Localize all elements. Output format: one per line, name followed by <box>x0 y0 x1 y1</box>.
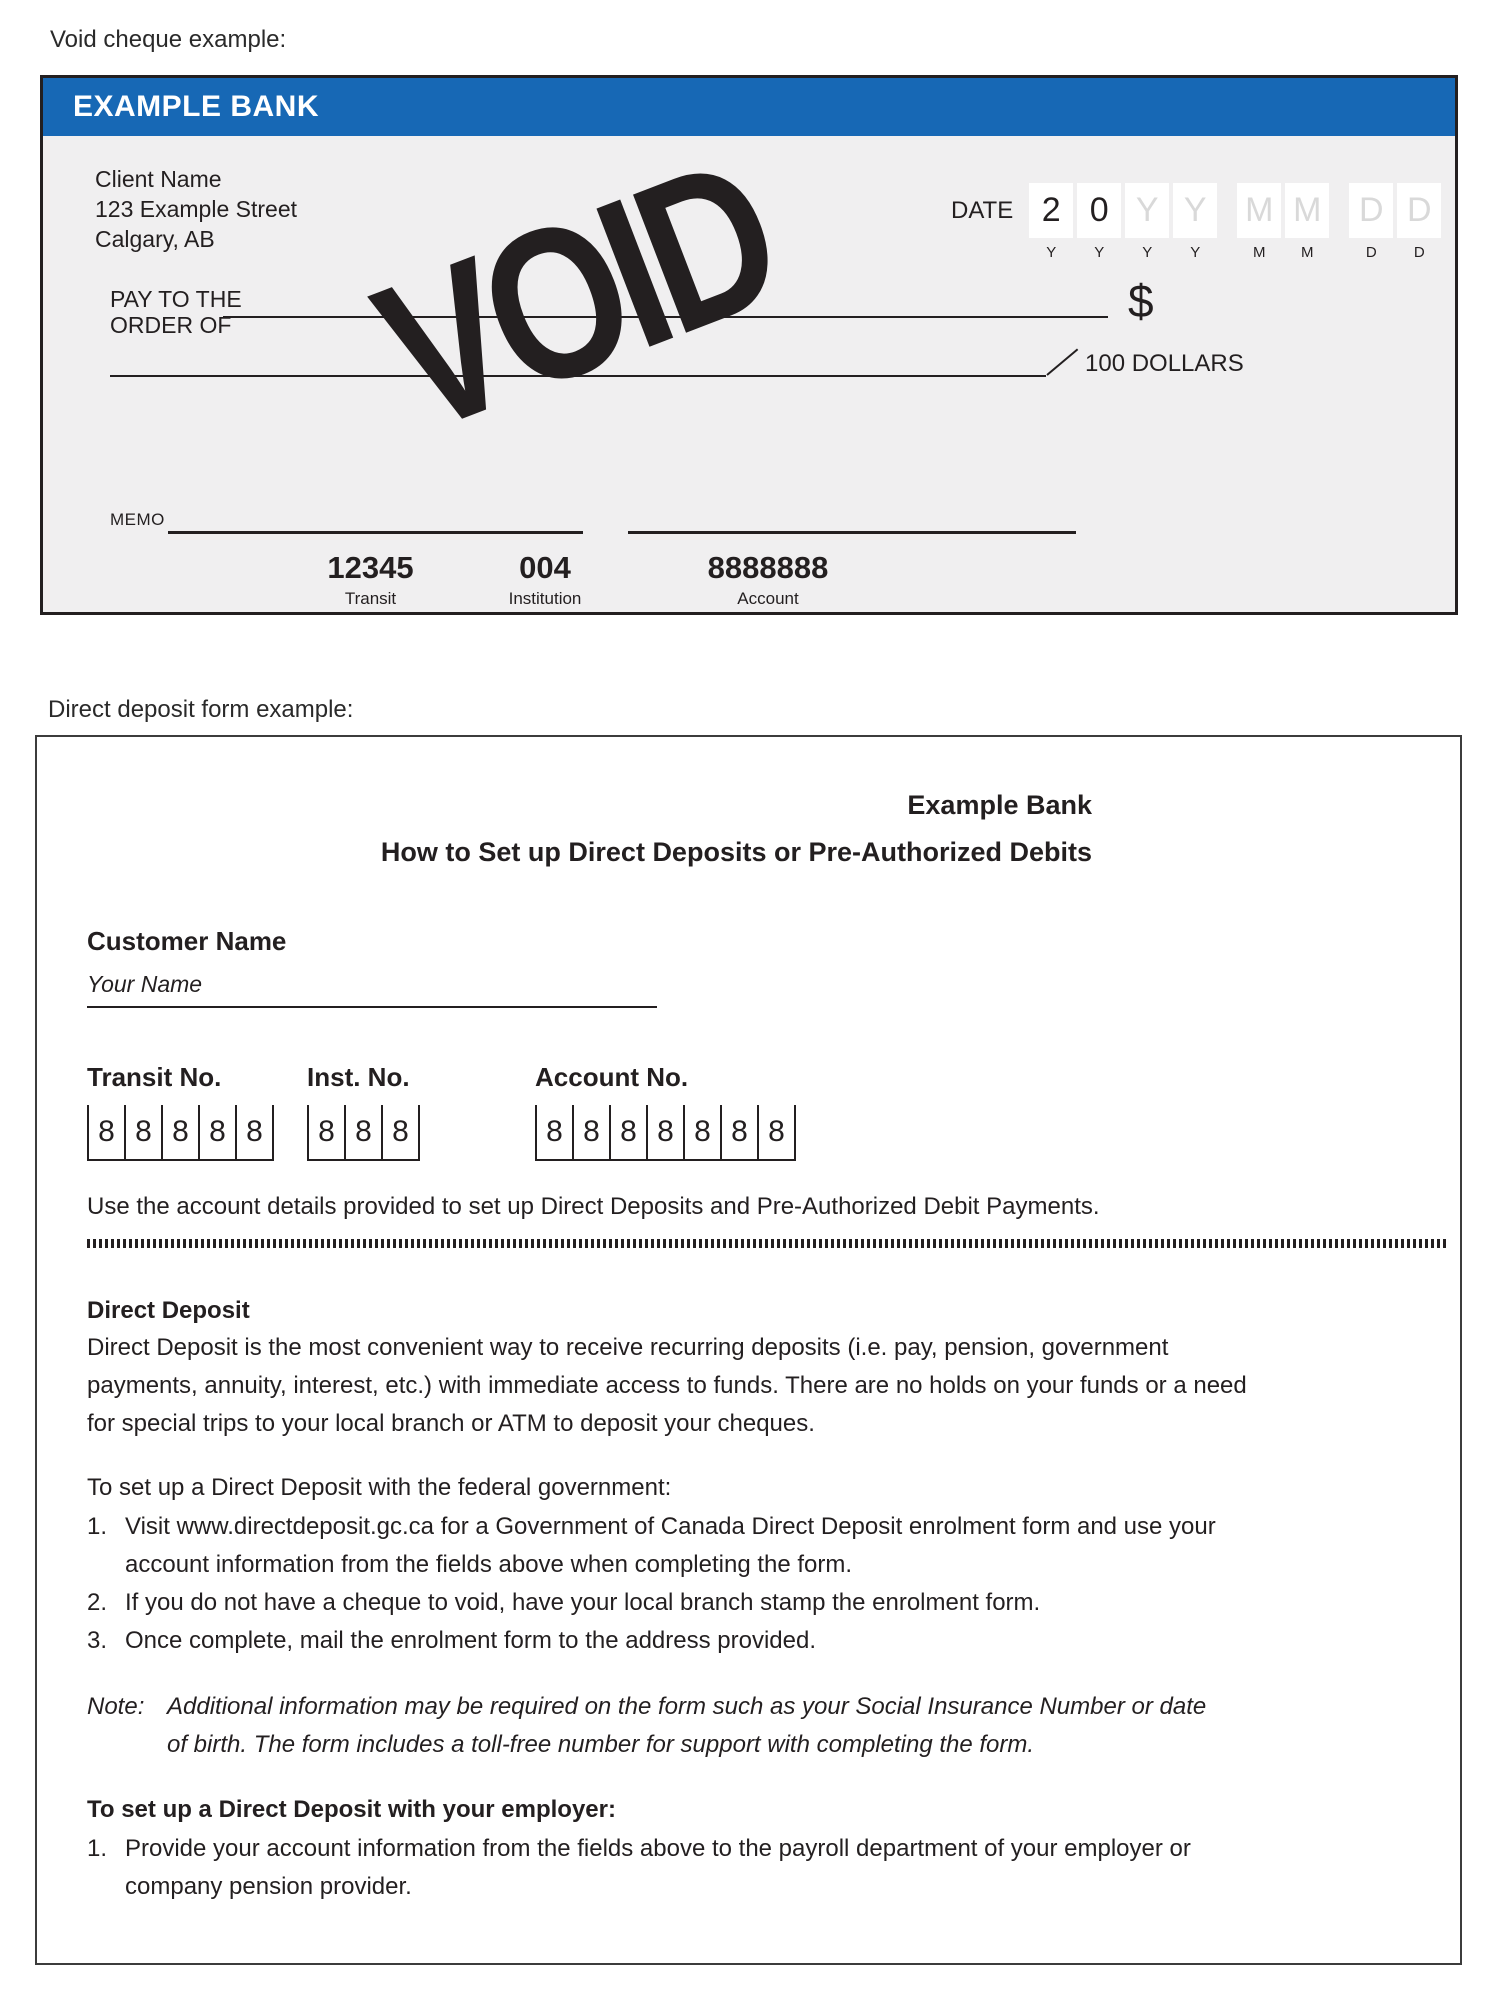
list-number: 1. <box>87 1835 108 1862</box>
digit-cells <box>87 1105 307 1161</box>
note-text <box>167 1688 1206 1764</box>
digit-cell: 8 <box>535 1105 572 1161</box>
date-box-column <box>1173 183 1217 261</box>
institution-number: 004 <box>519 550 571 585</box>
date-box-label: Y <box>1046 244 1057 261</box>
text-line: account information from the fields above when completing the form. <box>125 1551 853 1578</box>
institution-label: Institution <box>508 589 582 608</box>
date-box-column <box>1397 183 1441 261</box>
digit-cell: 8 <box>381 1105 420 1161</box>
date-boxes <box>1029 183 1445 261</box>
federal-steps-list <box>87 1508 1452 1660</box>
digit-cells <box>307 1105 535 1161</box>
institution-number-block <box>475 550 615 609</box>
client-address-line2: Calgary, AB <box>95 226 215 252</box>
usage-note: Use the account details provided to set up Direct Deposits and Pre-Authorized Debit Payments. <box>87 1193 1100 1220</box>
transit-number: 12345 <box>327 550 414 585</box>
transit-label: Transit <box>344 589 397 608</box>
digit-cell: 8 <box>683 1105 720 1161</box>
list-item-text <box>125 1622 1452 1660</box>
date-box-label: Y <box>1094 244 1105 261</box>
list-item <box>87 1622 1452 1660</box>
client-address-line1: 123 Example Street <box>95 196 298 222</box>
list-number: 1. <box>87 1513 108 1540</box>
date-box: M <box>1237 183 1281 238</box>
list-number: 3. <box>87 1627 108 1654</box>
date-box-column <box>1285 183 1329 261</box>
dollar-sign: $ <box>1128 275 1154 327</box>
text-line: Visit www.directdeposit.gc.ca for a Government of Canada Direct Deposit enrolment form and use your <box>125 1513 1216 1540</box>
pay-to-label <box>110 286 242 338</box>
digit-cell: 8 <box>307 1105 344 1161</box>
list-item <box>87 1508 1452 1584</box>
text-line: for special trips to your local branch or ATM to deposit your cheques. <box>87 1410 815 1437</box>
list-item-text <box>125 1830 1452 1906</box>
employer-heading: To set up a Direct Deposit with your employer: <box>87 1796 616 1823</box>
date-box-label: Y <box>1190 244 1201 261</box>
memo-line <box>168 531 583 534</box>
list-item <box>87 1830 1452 1906</box>
digit-cell: 8 <box>609 1105 646 1161</box>
form-content <box>87 772 1452 1906</box>
account-field-group <box>535 1062 796 1161</box>
date-box: 0 <box>1077 183 1121 238</box>
text-line: Provide your account information from the fields above to the payroll department of your employer or <box>125 1835 1191 1862</box>
list-number: 2. <box>87 1589 108 1616</box>
digit-cells <box>535 1105 796 1161</box>
memo-label: MEMO <box>110 510 165 529</box>
digit-cell: 8 <box>757 1105 796 1161</box>
note-block <box>87 1688 1452 1764</box>
form-title: How to Set up Direct Deposits or Pre-Authorized Debits <box>380 837 1092 867</box>
direct-deposit-paragraph <box>87 1329 1452 1443</box>
field-label: Inst. No. <box>307 1062 410 1092</box>
client-address-block <box>95 164 297 254</box>
signature-line <box>628 531 1076 534</box>
bank-name: EXAMPLE BANK <box>73 90 320 123</box>
digit-cell: 8 <box>198 1105 235 1161</box>
customer-name-field: Your Name <box>87 971 657 1008</box>
void-stamp: VOID <box>348 112 802 478</box>
date-box-column <box>1077 183 1121 261</box>
digit-cell: 8 <box>235 1105 274 1161</box>
date-box: D <box>1397 183 1441 238</box>
list-item <box>87 1584 1452 1622</box>
pay-to-line2: ORDER OF <box>110 312 232 338</box>
digit-cell: 8 <box>646 1105 683 1161</box>
client-name: Client Name <box>95 166 222 192</box>
text-line: Once complete, mail the enrolment form to the address provided. <box>125 1627 817 1654</box>
date-box-column <box>1125 183 1169 261</box>
date-box-label: M <box>1300 244 1314 261</box>
digit-cell: 8 <box>161 1105 198 1161</box>
note-label: Note: <box>87 1693 145 1720</box>
account-number-block <box>663 550 873 609</box>
void-section-label: Void cheque example: <box>50 26 287 53</box>
void-cheque <box>40 75 1458 615</box>
digit-cell: 8 <box>124 1105 161 1161</box>
date-box: M <box>1285 183 1329 238</box>
date-label: DATE <box>951 197 1014 224</box>
field-label: Transit No. <box>87 1062 222 1092</box>
text-line: If you do not have a cheque to void, have your local branch stamp the enrolment form. <box>125 1589 1041 1616</box>
date-box: Y <box>1173 183 1217 238</box>
transit-number-block <box>288 550 453 609</box>
hundred-dollars-label: 100 DOLLARS <box>1085 350 1244 377</box>
digit-cell: 8 <box>344 1105 381 1161</box>
list-item-text <box>125 1508 1452 1584</box>
digit-cell: 8 <box>720 1105 757 1161</box>
account-field-group <box>307 1062 535 1161</box>
account-field-group <box>87 1062 307 1161</box>
account-label: Account <box>737 589 799 608</box>
dotted-divider <box>87 1239 1449 1248</box>
direct-deposit-form <box>35 735 1462 1965</box>
account-fields-row <box>87 1062 1452 1161</box>
text-line: company pension provider. <box>125 1873 412 1900</box>
date-box-label: D <box>1413 244 1425 261</box>
form-header <box>87 782 1092 876</box>
direct-deposit-heading: Direct Deposit <box>87 1297 250 1324</box>
form-bank-name: Example Bank <box>907 790 1092 820</box>
customer-name-section <box>87 926 1452 1008</box>
date-row <box>951 183 1445 261</box>
date-box-column <box>1349 183 1393 261</box>
date-box-label: M <box>1252 244 1266 261</box>
digit-cell: 8 <box>87 1105 124 1161</box>
customer-name-label: Customer Name <box>87 926 287 956</box>
date-box-label: D <box>1365 244 1377 261</box>
text-line: Additional information may be required on the form such as your Social Insurance Number or date <box>167 1693 1207 1720</box>
date-box: Y <box>1125 183 1169 238</box>
date-box: D <box>1349 183 1393 238</box>
text-line: of birth. The form includes a toll-free number for support with completing the form. <box>167 1731 1035 1758</box>
employer-steps-list <box>87 1830 1452 1906</box>
list-item-text <box>125 1584 1452 1622</box>
text-line: payments, annuity, interest, etc.) with immediate access to funds. There are no holds on your funds or a need <box>87 1372 1247 1399</box>
date-box-label: Y <box>1142 244 1153 261</box>
amount-slash <box>1046 349 1078 376</box>
digit-cell: 8 <box>572 1105 609 1161</box>
text-line: Direct Deposit is the most convenient way to receive recurring deposits (i.e. pay, pension, government <box>87 1334 1169 1361</box>
date-box: 2 <box>1029 183 1073 238</box>
account-number: 8888888 <box>707 550 829 585</box>
date-box-column <box>1237 183 1281 261</box>
pay-to-line1: PAY TO THE <box>110 286 242 312</box>
field-label: Account No. <box>535 1062 689 1092</box>
date-box-column <box>1029 183 1073 261</box>
federal-heading: To set up a Direct Deposit with the federal government: <box>87 1474 672 1501</box>
form-section-label: Direct deposit form example: <box>48 696 354 723</box>
